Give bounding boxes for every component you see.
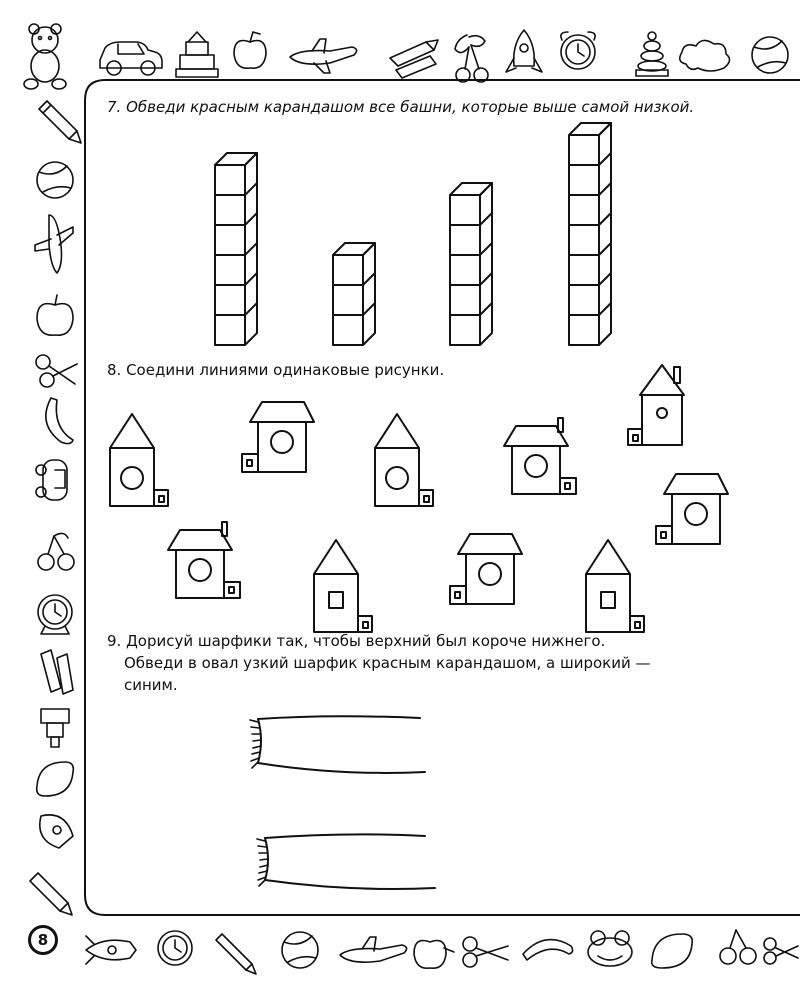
task-9-line-3: синим. bbox=[124, 676, 178, 694]
task-9-line-1: 9. Дорисуй шарфики так, чтобы верхний был короче нижнего. bbox=[107, 632, 606, 650]
task-8-instruction: 8. Соедини линиями одинаковые рисунки. bbox=[107, 361, 445, 379]
page-number: 8 bbox=[28, 925, 58, 955]
scarf-top bbox=[250, 716, 425, 773]
scarf-bottom bbox=[257, 834, 435, 889]
task-9-line-2: Обведи в овал узкий шарфик красным карандашом, а широкий — bbox=[124, 654, 651, 672]
task-7-instruction: 7. Обведи красным карандашом все башни, которые выше самой низкой. bbox=[107, 98, 695, 116]
